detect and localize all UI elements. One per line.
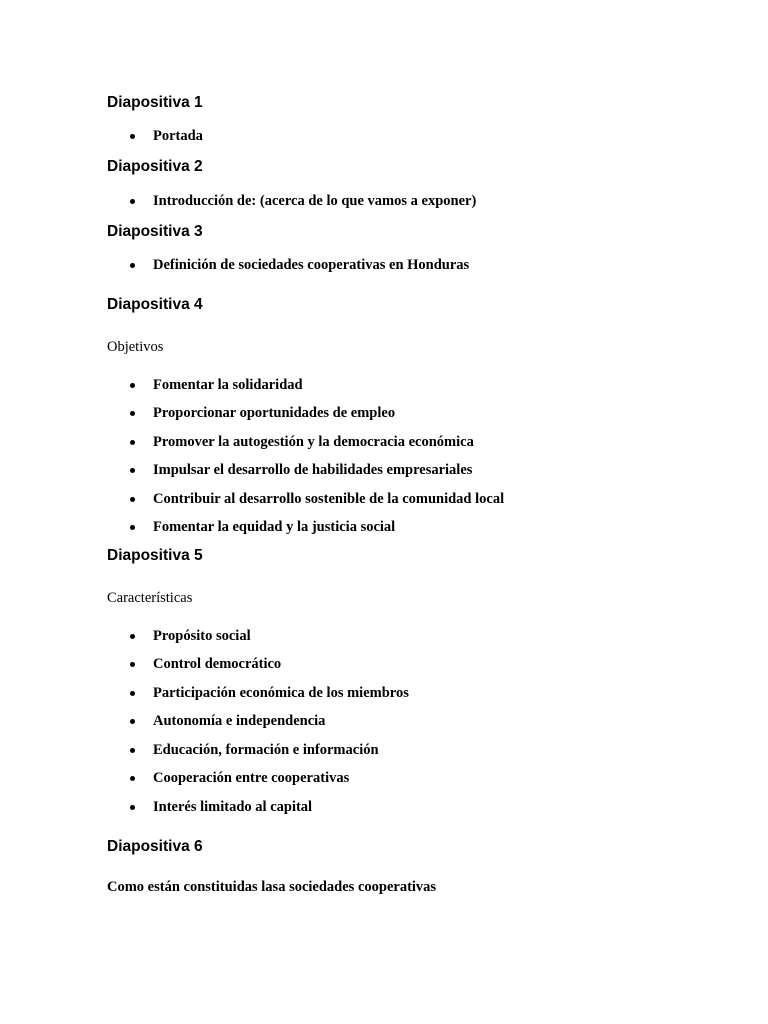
bullet-icon	[130, 468, 135, 473]
slide-6-subheading: Como están constituidas lasa sociedades cooperativas	[107, 879, 437, 895]
list-item	[128, 404, 395, 422]
list-item	[128, 769, 349, 787]
bullet-icon	[130, 525, 135, 530]
list-item	[128, 655, 281, 673]
list-item-text: Fomentar la solidaridad	[153, 377, 303, 393]
list-item-text: Educación, formación e información	[153, 742, 379, 758]
bullet-icon	[130, 199, 135, 204]
bullet-icon	[130, 411, 135, 416]
bullet-icon	[130, 134, 135, 139]
list-item-text: Portada	[153, 128, 203, 144]
bullet-icon	[130, 440, 135, 445]
slide-5-heading: Diapositiva 5	[107, 547, 203, 564]
bullet-icon	[130, 383, 135, 388]
list-item	[128, 684, 409, 702]
slide-4-heading: Diapositiva 4	[107, 296, 203, 313]
list-item-text: Propósito social	[153, 628, 251, 644]
list-item	[128, 433, 474, 451]
list-item-text: Definición de sociedades cooperativas en Honduras	[153, 257, 470, 273]
slide-3-heading: Diapositiva 3	[107, 223, 203, 240]
list-item	[128, 376, 303, 394]
list-item-text: Autonomía e independencia	[153, 713, 326, 729]
bullet-icon	[130, 719, 135, 724]
bullet-icon	[130, 497, 135, 502]
bullet-icon	[130, 805, 135, 810]
list-item-text: Fomentar la equidad y la justicia social	[153, 519, 396, 535]
list-item	[128, 798, 312, 816]
list-item	[128, 627, 251, 645]
list-item	[128, 192, 476, 210]
slide-5-subheading: Características	[107, 590, 193, 606]
list-item	[128, 461, 472, 479]
slide-1-heading: Diapositiva 1	[107, 94, 203, 111]
list-item	[128, 127, 203, 145]
bullet-icon	[130, 748, 135, 753]
list-item-text: Participación económica de los miembros	[153, 685, 409, 701]
list-item-text: Cooperación entre cooperativas	[153, 770, 350, 786]
list-item-text: Contribuir al desarrollo sostenible de la comunidad local	[153, 491, 505, 507]
list-item-text: Introducción de: (acerca de lo que vamos a exponer)	[153, 193, 477, 209]
list-item	[128, 490, 504, 508]
list-item	[128, 741, 379, 759]
bullet-icon	[130, 634, 135, 639]
list-item	[128, 518, 395, 536]
slide-4-subheading: Objetivos	[107, 339, 164, 355]
bullet-icon	[130, 662, 135, 667]
list-item-text: Control democrático	[153, 656, 282, 672]
slide-6-heading: Diapositiva 6	[107, 838, 203, 855]
list-item-text: Interés limitado al capital	[153, 799, 313, 815]
list-item-text: Impulsar el desarrollo de habilidades empresariales	[153, 462, 473, 478]
slide-2-heading: Diapositiva 2	[107, 158, 203, 175]
bullet-icon	[130, 691, 135, 696]
bullet-icon	[130, 776, 135, 781]
list-item-text: Proporcionar oportunidades de empleo	[153, 405, 396, 421]
list-item	[128, 712, 325, 730]
list-item	[128, 256, 469, 274]
list-item-text: Promover la autogestión y la democracia económica	[153, 434, 474, 450]
bullet-icon	[130, 263, 135, 268]
